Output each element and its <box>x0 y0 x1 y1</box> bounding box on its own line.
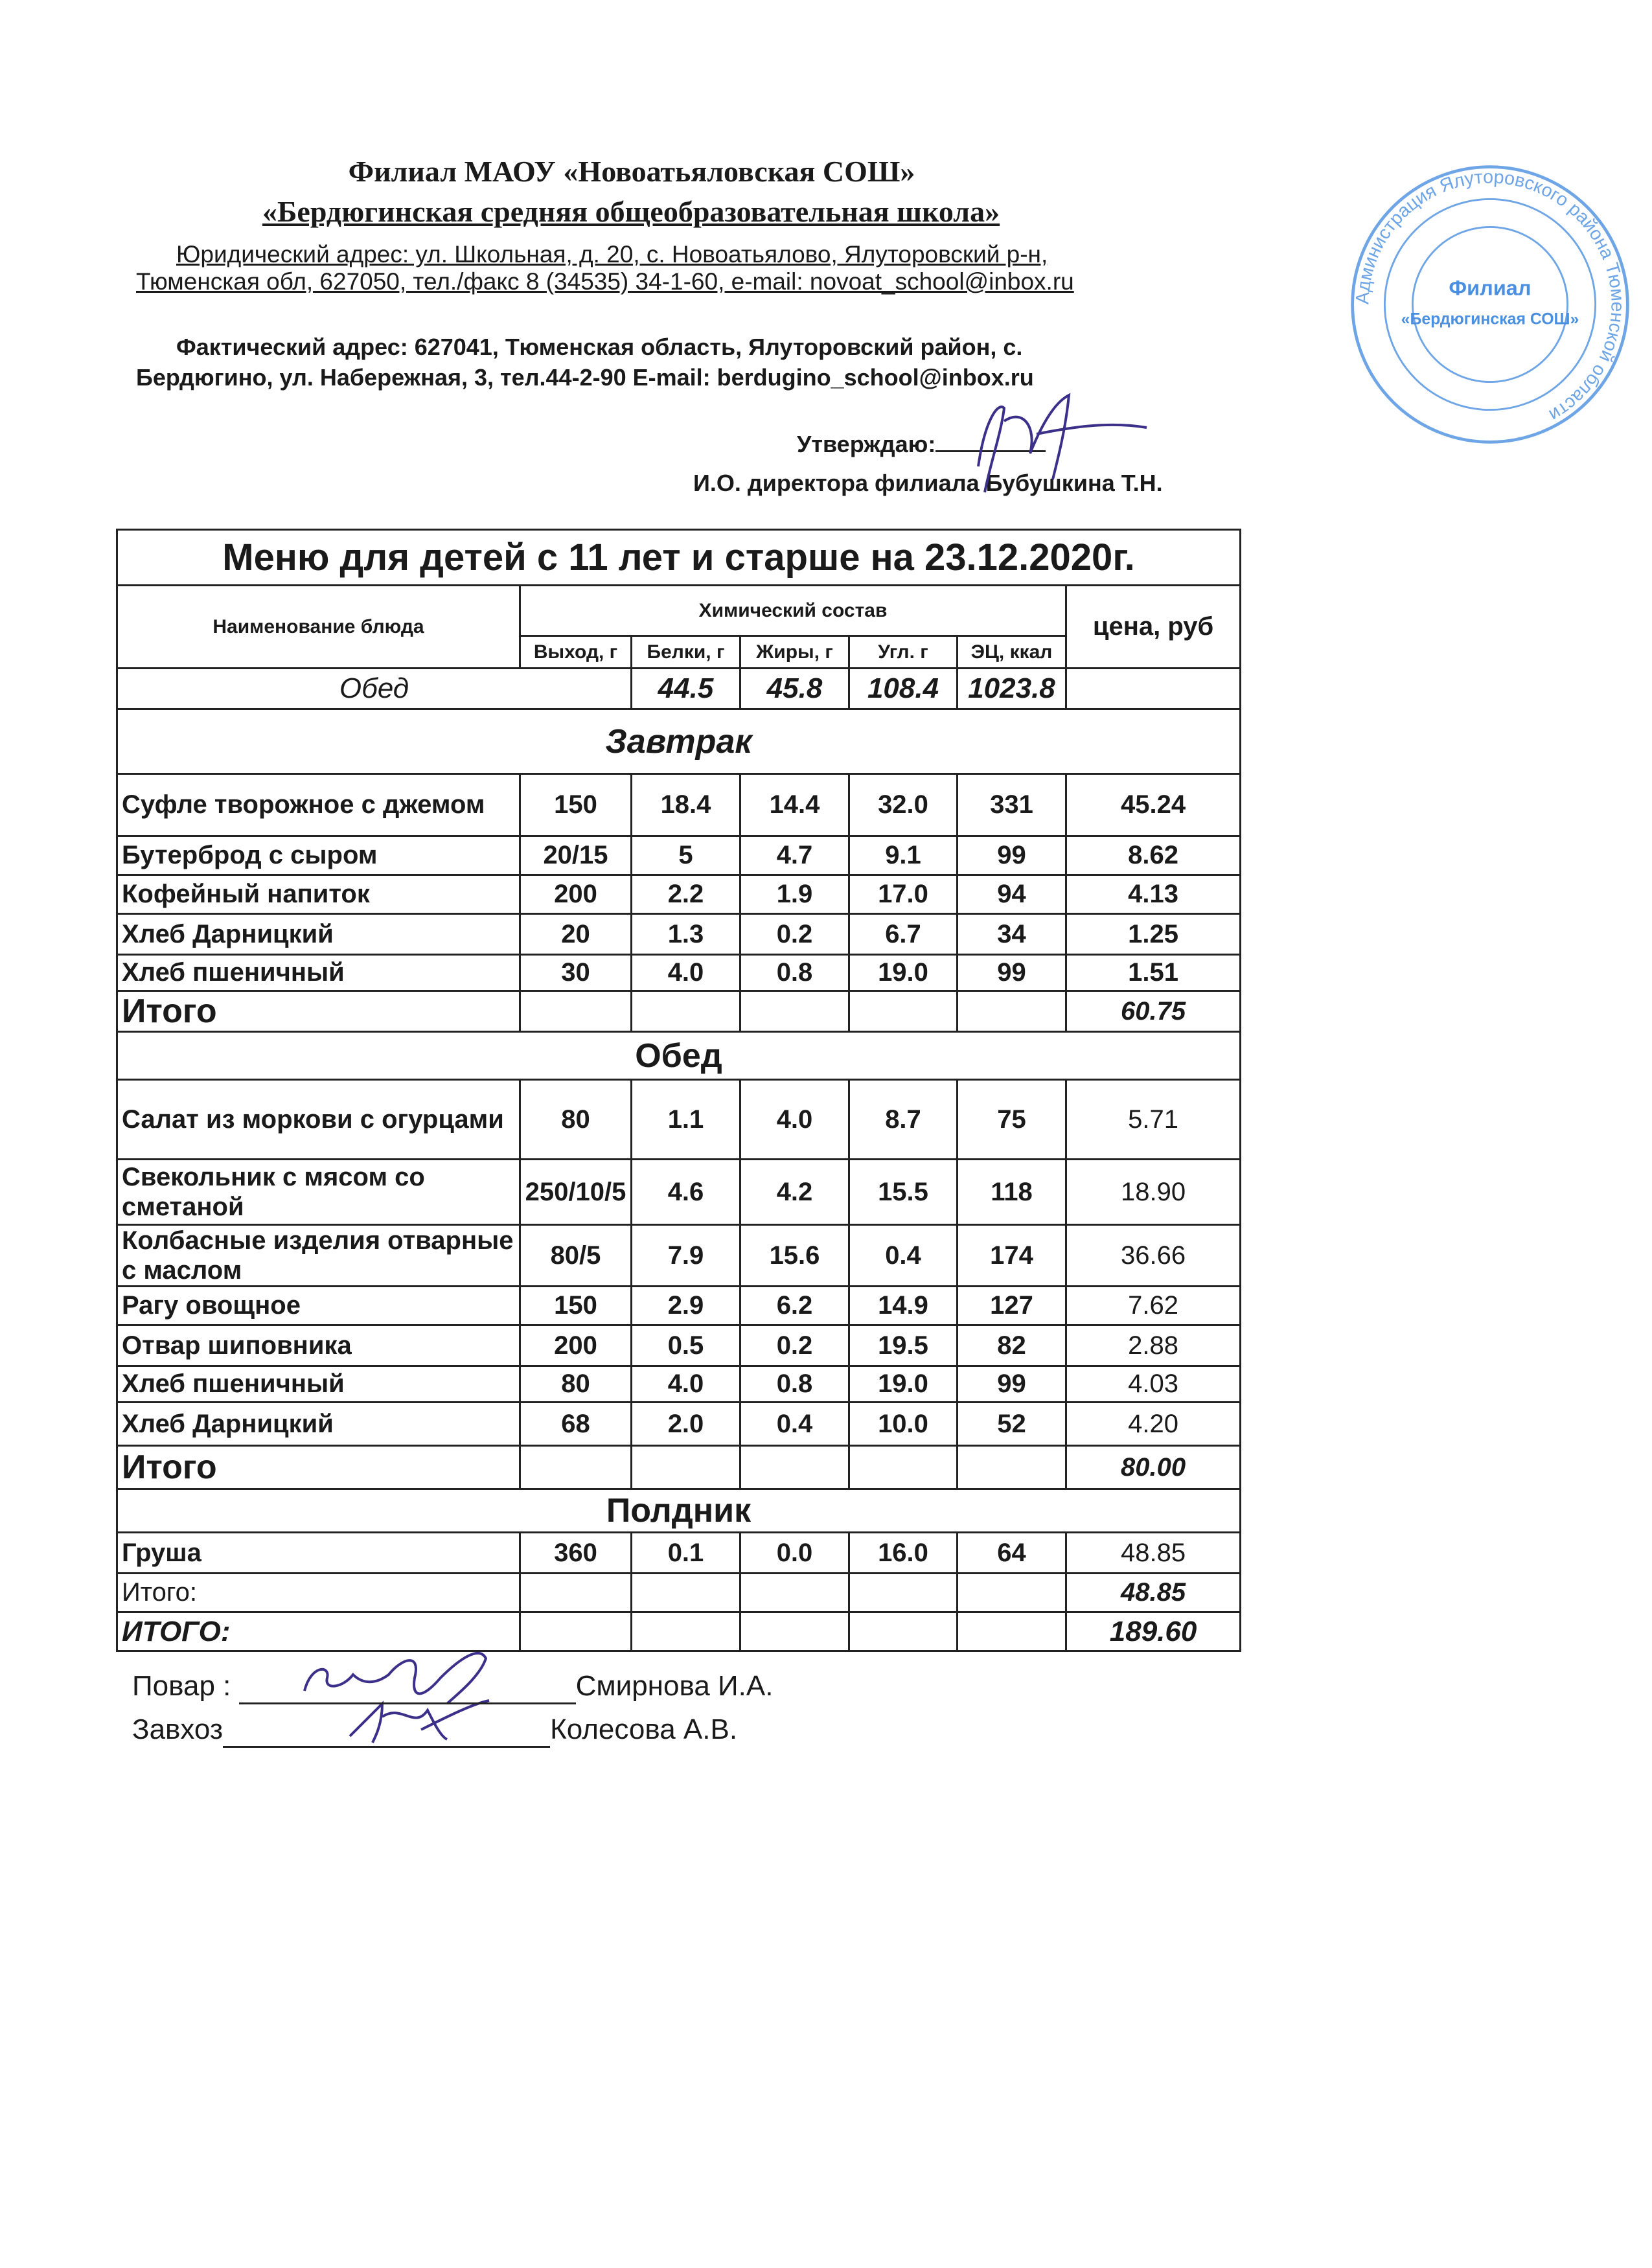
org-name: Филиал МАОУ «Новоатьяловская СОШ» <box>348 155 915 188</box>
cook-label: Повар : <box>132 1670 231 1702</box>
dish-value: 18.90 <box>1066 1160 1241 1225</box>
dish-value: 0.0 <box>740 1533 849 1574</box>
section-title: Обед <box>117 1032 1241 1080</box>
empty-cell <box>958 1574 1066 1612</box>
col-header-chem: Химический состав <box>520 586 1066 636</box>
dish-name: Хлеб пшеничный <box>117 1366 520 1403</box>
dish-value: 18.4 <box>632 774 740 836</box>
section-total: 80.00 <box>1066 1446 1241 1489</box>
empty-cell <box>632 991 740 1032</box>
dish-value: 20 <box>520 914 632 955</box>
dish-value: 64 <box>958 1533 1066 1574</box>
dish-value: 4.0 <box>632 1366 740 1403</box>
dish-value: 32.0 <box>849 774 958 836</box>
dish-row <box>117 914 1241 955</box>
section-header <box>117 709 1241 774</box>
dish-value: 0.1 <box>632 1533 740 1574</box>
empty-cell <box>740 1446 849 1489</box>
dish-value: 7.62 <box>1066 1287 1241 1325</box>
col-header-name: Наименование блюда <box>117 586 520 669</box>
official-stamp <box>1348 162 1633 447</box>
empty-cell <box>740 1612 849 1651</box>
legal-address-line-2: Тюменская обл, 627050, тел./факс 8 (34535) 34-1-60, e-mail: novoat_school@inbox.ru <box>136 268 1074 295</box>
dish-name: Груша <box>117 1533 520 1574</box>
dish-value: 0.2 <box>740 1325 849 1366</box>
sub-col-header: Выход, г <box>520 636 632 669</box>
dish-value: 4.20 <box>1066 1403 1241 1446</box>
dish-value: 7.9 <box>632 1225 740 1287</box>
dish-name: Хлеб Дарницкий <box>117 1403 520 1446</box>
empty-cell <box>632 1574 740 1612</box>
empty-cell <box>958 991 1066 1032</box>
section-header <box>117 1489 1241 1533</box>
dish-value: 0.4 <box>740 1403 849 1446</box>
section-total: 60.75 <box>1066 991 1241 1032</box>
dish-value: 9.1 <box>849 836 958 875</box>
dish-row <box>117 1080 1241 1160</box>
empty-cell <box>520 1574 632 1612</box>
dish-value: 4.7 <box>740 836 849 875</box>
dish-row <box>117 1533 1241 1574</box>
dish-value: 1.25 <box>1066 914 1241 955</box>
dish-value: 4.2 <box>740 1160 849 1225</box>
dish-value: 150 <box>520 774 632 836</box>
summary-energy: 1023.8 <box>958 669 1066 709</box>
dish-value: 30 <box>520 955 632 991</box>
empty-cell <box>849 1612 958 1651</box>
dish-value: 118 <box>958 1160 1066 1225</box>
dish-value: 75 <box>958 1080 1066 1160</box>
cook-line <box>132 1670 773 1704</box>
dish-value: 8.7 <box>849 1080 958 1160</box>
dish-value: 250/10/5 <box>520 1160 632 1225</box>
dish-name: Свекольник с мясом со сметаной <box>117 1160 520 1225</box>
dish-row <box>117 1403 1241 1446</box>
dish-value: 80 <box>520 1366 632 1403</box>
stamp-outer-text: Администрация Ялуторовского района Тюменской области <box>1352 166 1628 426</box>
dish-row <box>117 836 1241 875</box>
dish-value: 174 <box>958 1225 1066 1287</box>
dish-value: 0.8 <box>740 955 849 991</box>
dish-value: 1.1 <box>632 1080 740 1160</box>
dish-value: 0.8 <box>740 1366 849 1403</box>
dish-value: 0.4 <box>849 1225 958 1287</box>
cook-name: Смирнова И.А. <box>575 1670 774 1702</box>
empty-cell <box>520 991 632 1032</box>
empty-cell <box>632 1612 740 1651</box>
empty-cell <box>849 991 958 1032</box>
sub-col-header: Белки, г <box>632 636 740 669</box>
dish-value: 8.62 <box>1066 836 1241 875</box>
dish-name: Хлеб Дарницкий <box>117 914 520 955</box>
dish-value: 1.51 <box>1066 955 1241 991</box>
dish-value: 48.85 <box>1066 1533 1241 1574</box>
dish-value: 2.0 <box>632 1403 740 1446</box>
dish-value: 19.0 <box>849 1366 958 1403</box>
dish-row <box>117 955 1241 991</box>
dish-value: 360 <box>520 1533 632 1574</box>
dish-row <box>117 875 1241 914</box>
col-header-price: цена, руб <box>1066 586 1241 669</box>
dish-value: 2.2 <box>632 875 740 914</box>
dish-value: 52 <box>958 1403 1066 1446</box>
dish-value: 10.0 <box>849 1403 958 1446</box>
dish-value: 2.88 <box>1066 1325 1241 1366</box>
cook-signature-line <box>239 1670 576 1704</box>
total-label: Итого: <box>117 1574 520 1612</box>
dish-value: 15.6 <box>740 1225 849 1287</box>
dish-value: 4.6 <box>632 1160 740 1225</box>
dish-row <box>117 774 1241 836</box>
dish-value: 127 <box>958 1287 1066 1325</box>
sub-col-header: Жиры, г <box>740 636 849 669</box>
dish-value: 5 <box>632 836 740 875</box>
empty-cell <box>958 1446 1066 1489</box>
total-label: Итого <box>117 991 520 1032</box>
dish-value: 80 <box>520 1080 632 1160</box>
dish-value: 68 <box>520 1403 632 1446</box>
dish-value: 6.2 <box>740 1287 849 1325</box>
section-title: Полдник <box>117 1489 1241 1533</box>
empty-cell <box>520 1446 632 1489</box>
dish-value: 20/15 <box>520 836 632 875</box>
empty-cell <box>849 1574 958 1612</box>
director-signature <box>939 382 1153 505</box>
menu-title: Меню для детей с 11 лет и старше на 23.12.2020г. <box>117 530 1241 586</box>
actual-address-line-1: Фактический адрес: 627041, Тюменская область, Ялуторовский район, с. <box>176 334 1023 360</box>
dish-value: 6.7 <box>849 914 958 955</box>
summary-row <box>117 669 1241 709</box>
dish-value: 14.9 <box>849 1287 958 1325</box>
sub-col-header: Угл. г <box>849 636 958 669</box>
section-total-row <box>117 1446 1241 1489</box>
menu-table <box>116 529 1241 1652</box>
empty-cell <box>740 1574 849 1612</box>
empty-cell <box>958 1612 1066 1651</box>
dish-value: 80/5 <box>520 1225 632 1287</box>
summary-protein: 44.5 <box>632 669 740 709</box>
empty-cell <box>849 1446 958 1489</box>
dish-value: 16.0 <box>849 1533 958 1574</box>
dish-value: 0.5 <box>632 1325 740 1366</box>
dish-value: 150 <box>520 1287 632 1325</box>
empty-cell <box>740 991 849 1032</box>
dish-value: 5.71 <box>1066 1080 1241 1160</box>
summary-carbs: 108.4 <box>849 669 958 709</box>
dish-value: 4.0 <box>740 1080 849 1160</box>
dish-value: 4.0 <box>632 955 740 991</box>
dish-name: Суфле творожное с джемом <box>117 774 520 836</box>
grand-total-row <box>117 1612 1241 1651</box>
empty-cell <box>520 1612 632 1651</box>
stamp-center-text-2: «Бердюгинская СОШ» <box>1401 310 1579 328</box>
storekeeper-signature-line <box>223 1713 550 1748</box>
dish-value: 17.0 <box>849 875 958 914</box>
dish-value: 2.9 <box>632 1287 740 1325</box>
dish-value: 99 <box>958 836 1066 875</box>
dish-value: 4.13 <box>1066 875 1241 914</box>
storekeeper-line <box>132 1713 737 1748</box>
section-total-row <box>117 1574 1241 1612</box>
section-title: Завтрак <box>117 709 1241 774</box>
dish-name: Бутерброд с сыром <box>117 836 520 875</box>
summary-label: Обед <box>117 669 632 709</box>
dish-value: 15.5 <box>849 1160 958 1225</box>
dish-row <box>117 1366 1241 1403</box>
section-total: 48.85 <box>1066 1574 1241 1612</box>
dish-value: 82 <box>958 1325 1066 1366</box>
empty-cell <box>632 1446 740 1489</box>
dish-value: 19.5 <box>849 1325 958 1366</box>
dish-value: 4.03 <box>1066 1366 1241 1403</box>
stamp-center-text-1: Филиал <box>1449 276 1532 300</box>
dish-value: 200 <box>520 1325 632 1366</box>
dish-name: Отвар шиповника <box>117 1325 520 1366</box>
dish-value: 45.24 <box>1066 774 1241 836</box>
dish-value: 14.4 <box>740 774 849 836</box>
dish-value: 0.2 <box>740 914 849 955</box>
grand-total: 189.60 <box>1066 1612 1241 1651</box>
dish-value: 94 <box>958 875 1066 914</box>
summary-price <box>1066 669 1241 709</box>
actual-address-line-2: Бердюгино, ул. Набережная, 3, тел.44-2-90 E-mail: berdugino_school@inbox.ru <box>136 364 1034 391</box>
dish-name: Колбасные изделия отварные с маслом <box>117 1225 520 1287</box>
dish-value: 34 <box>958 914 1066 955</box>
sub-col-header: ЭЦ, ккал <box>958 636 1066 669</box>
dish-name: Салат из моркови с огурцами <box>117 1080 520 1160</box>
dish-name: Хлеб пшеничный <box>117 955 520 991</box>
dish-row <box>117 1160 1241 1225</box>
dish-row <box>117 1225 1241 1287</box>
dish-value: 331 <box>958 774 1066 836</box>
dish-value: 200 <box>520 875 632 914</box>
dish-value: 36.66 <box>1066 1225 1241 1287</box>
section-total-row <box>117 991 1241 1032</box>
legal-address-line-1: Юридический адрес: ул. Школьная, д. 20, с. Новоатьялово, Ялуторовский р-н, <box>176 241 1048 268</box>
summary-fat: 45.8 <box>740 669 849 709</box>
dish-value: 1.9 <box>740 875 849 914</box>
dish-value: 99 <box>958 1366 1066 1403</box>
grand-total-label: ИТОГО: <box>117 1612 520 1651</box>
dish-value: 19.0 <box>849 955 958 991</box>
dish-name: Рагу овощное <box>117 1287 520 1325</box>
director-name: И.О. директора филиала Бубушкина Т.Н. <box>693 470 1163 496</box>
dish-value: 99 <box>958 955 1066 991</box>
school-name: «Бердюгинская средняя общеобразовательная школа» <box>262 195 1000 228</box>
storekeeper-name: Колесова А.В. <box>550 1713 738 1745</box>
dish-row <box>117 1325 1241 1366</box>
dish-value: 1.3 <box>632 914 740 955</box>
dish-name: Кофейный напиток <box>117 875 520 914</box>
approve-label: Утверждаю: <box>797 431 936 457</box>
section-header <box>117 1032 1241 1080</box>
dish-row <box>117 1287 1241 1325</box>
storekeeper-label: Завхоз <box>132 1713 224 1745</box>
total-label: Итого <box>117 1446 520 1489</box>
